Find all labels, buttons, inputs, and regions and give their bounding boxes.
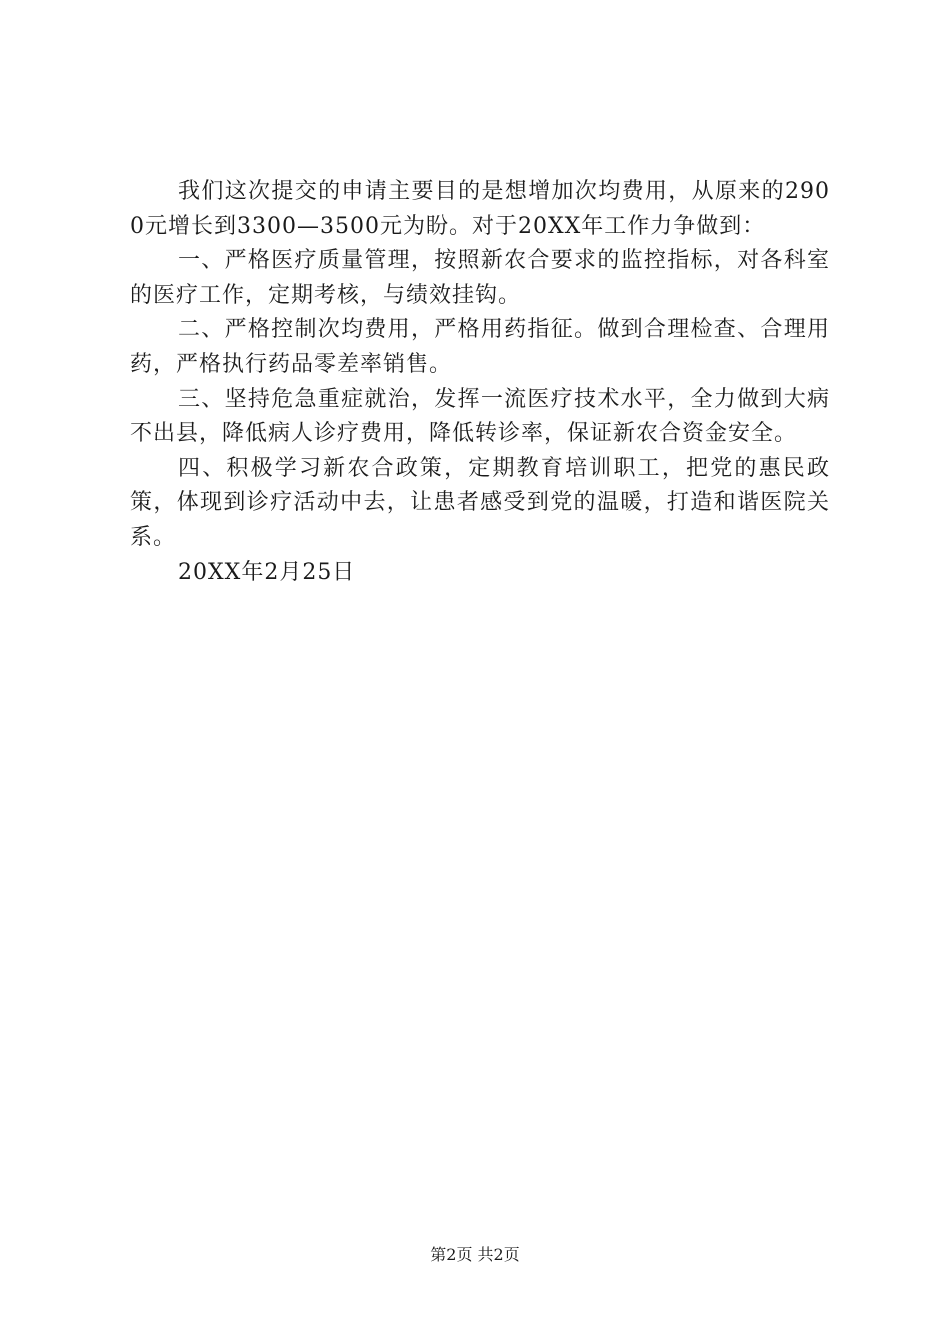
paragraph-intro: 我们这次提交的申请主要目的是想增加次均费用，从原来的2900元增长到3300—3500元为盼。对于20XX年工作力争做到： [130, 179, 830, 239]
page-footer: 第2页 共2页 [430, 1245, 520, 1264]
document-date: 20XX年2月25日 [178, 559, 356, 585]
paragraph-item-1: 一、严格医疗质量管理，按照新农合要求的监控指标，对各科室的医疗工作，定期考核，与绩效挂钩。 [130, 248, 830, 308]
paragraph-item-4: 四、积极学习新农合政策，定期教育培训职工，把党的惠民政策，体现到诊疗活动中去，让患者感受到党的温暖，打造和谐医院关系。 [130, 455, 830, 550]
paragraph-item-2: 二、严格控制次均费用，严格用药指征。做到合理检查、合理用药，严格执行药品零差率销售。 [130, 317, 830, 377]
paragraph-item-3: 三、坚持危急重症就治，发挥一流医疗技术水平，全力做到大病不出县，降低病人诊疗费用，降低转诊率，保证新农合资金安全。 [130, 386, 830, 447]
document-body [130, 175, 830, 590]
